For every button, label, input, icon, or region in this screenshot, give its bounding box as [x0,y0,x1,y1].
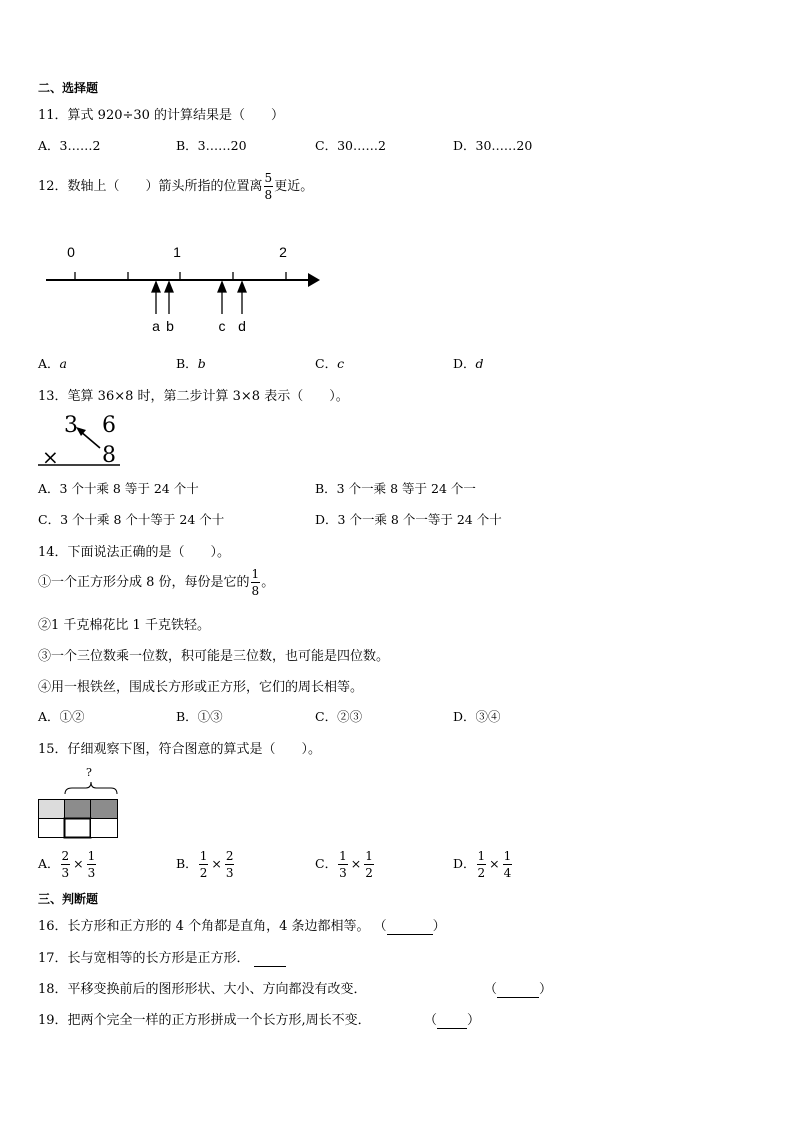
grid-cell [39,800,65,819]
q11-option-c[interactable]: C．30……2 [315,138,386,153]
q13-option-c[interactable]: C．3 个十乘 8 个十等于 24 个十 [38,512,225,527]
q11-option-d[interactable]: D．30……20 [453,138,533,153]
q19-answer-blank[interactable] [437,1013,467,1029]
brace-question-mark: ? [86,766,92,779]
q12-option-a[interactable]: A．a [38,356,67,371]
q14-stem: 14．下面说法正确的是（ ）。 [38,545,231,560]
q14-option-c[interactable]: C．②③ [315,709,363,724]
arrow-c [218,282,226,314]
q11-stem: 11．算式 920÷30 的计算结果是（ ） [38,108,285,123]
number-line-arrowhead [308,273,320,287]
q14-option-a[interactable]: A．①② [38,709,85,724]
arrow-d [238,282,246,314]
q19-stem: 19．把两个完全一样的正方形拼成一个长方形,周长不变． [38,1013,371,1028]
q18-stem: 18．平移变换前后的图形形状、大小、方向都没有改变． [38,982,367,997]
number-line-figure [38,236,328,336]
times-sign: × [42,445,59,468]
axis-label-0: 0 [67,244,75,260]
q13-option-d[interactable]: D．3 个一乘 8 个一等于 24 个十 [315,512,502,527]
q13-option-b[interactable]: B．3 个一乘 8 等于 24 个一 [315,481,476,496]
q13-stem: 13．笔算 36×8 时，第二步计算 3×8 表示（ ）。 [38,389,349,404]
grid-cell-shaded [65,800,91,819]
q14-statement-3: ③一个三位数乘一位数，积可能是三位数，也可能是四位数。 [38,649,390,664]
q15-option-b[interactable]: B． $\frac{1}{2}$ × $\frac{2}{3}$ [176,849,234,880]
q13-option-a[interactable]: A．3 个十乘 8 等于 24 个十 [38,481,199,496]
grid-cell [39,819,65,838]
section-title-choice: 二、选择题 [38,81,99,95]
q14-statement-4: ④用一根铁丝，围成长方形或正方形，它们的周长相等。 [38,680,364,695]
q15-option-c[interactable]: C． $\frac{1}{3}$ × $\frac{1}{2}$ [315,849,373,880]
arrow-b [165,282,173,314]
q18-answer-blank[interactable] [497,982,539,998]
arrow-label-b: b [166,318,174,334]
q17-stem: 17．长与宽相等的长方形是正方形． [38,947,286,967]
q15-option-d[interactable]: D． $\frac{1}{2}$ × $\frac{1}{4}$ [453,849,512,880]
q15-option-a[interactable]: A． $\frac{2}{3}$ × $\frac{1}{3}$ [38,849,96,880]
q16-answer-blank[interactable] [387,919,433,935]
arrow-label-c: c [218,318,226,334]
fraction-grid-figure [36,764,122,840]
arrow-label-a: a [152,318,160,334]
q12-option-b[interactable]: B．b [176,356,206,371]
q12-stem [38,172,313,201]
q12-stem-suffix: 更近。 [274,179,314,194]
q14-statement-1: ①一个正方形分成 8 份，每份是它的 $\frac{1}{8}$ 。 [38,567,275,598]
q11-option-a[interactable]: A．3……2 [38,138,101,153]
q17-answer-blank[interactable] [254,951,286,967]
q14-option-b[interactable]: B．①③ [176,709,223,724]
q16-stem: 16．长方形和正方形的 4 个角都是直角，4 条边都相等。 （ ） [38,919,446,934]
section-title-judge: 三、判断题 [38,892,99,906]
digit-8: 8 [102,443,116,468]
grid-cell [65,819,91,838]
brace [65,782,117,794]
q19-answer: （ ） [424,1013,481,1028]
digit-3: 3 [64,413,78,438]
grid-cell-shaded [91,800,118,819]
q14-statement-2: ②1 千克棉花比 1 千克铁轻。 [38,618,210,633]
grid-cell [91,819,118,838]
q11-option-b[interactable]: B．3……20 [176,138,247,153]
q18-answer: （ ） [484,982,553,997]
axis-label-1: 1 [173,244,181,260]
arrow-a [152,282,160,314]
q12-option-d[interactable]: D．d [453,356,484,371]
q15-stem: 15．仔细观察下图，符合图意的算式是（ ）。 [38,742,322,757]
number-line-ticks [75,272,286,280]
q12-stem-text: 12．数轴上（ ）箭头所指的位置离 [38,179,263,194]
q12-fraction: $\frac{5}{8}$ [264,171,273,202]
axis-label-2: 2 [279,244,287,260]
arrow-label-d: d [238,318,246,334]
q12-option-c[interactable]: C．c [315,356,345,371]
q14-fraction: $\frac{1}{8}$ [251,567,260,598]
digit-6: 6 [102,413,116,438]
vertical-multiplication-figure [36,410,126,468]
q14-option-d[interactable]: D．③④ [453,709,501,724]
